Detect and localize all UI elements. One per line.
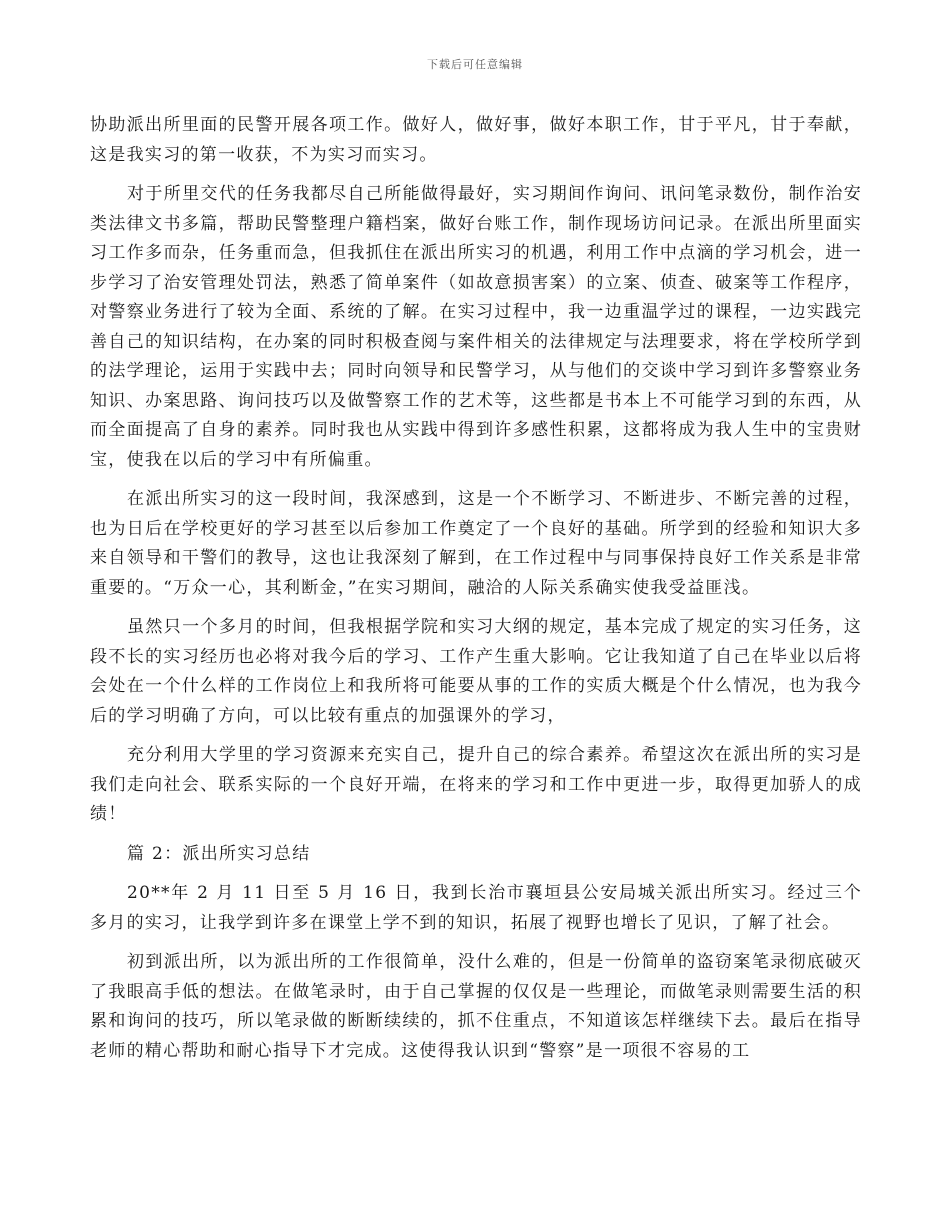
section-paragraph-1: 20**年 2 月 11 日至 5 月 16 日，我到长治市襄垣县公安局城关派出所实习。经过三个多月的实习，让我学到许多在课堂上学不到的知识，拓展了视野也增长了见识，了解了社会。 [90, 883, 862, 933]
paragraph-5: 充分利用大学里的学习资源来充实自己，提升自己的综合素养。希望这次在派出所的实习是我们走向社会、联系实际的一个良好开端，在将来的学习和工作中更进一步，取得更加骄人的成绩！ [90, 745, 862, 824]
document-body [90, 111, 862, 1066]
paragraph-1: 协助派出所里面的民警开展各项工作。做好人，做好事，做好本职工作，甘于平凡，甘于奉献，这是我实习的第一收获，不为实习而实习。 [90, 115, 862, 165]
section-paragraph-2: 初到派出所，以为派出所的工作很简单，没什么难的，但是一份简单的盗窃案笔录彻底破灭了我眼高手低的想法。在做笔录时，由于自己掌握的仅仅是一些理论，而做笔录则需要生活的积累和询问的技巧，所以笔录做的断断续续的，抓不住重点，不知道该怎样继续下去。最后在指导老师的精心帮助和耐心指导下才完成。这使得我认识到“警察”是一项很不容易的工 [90, 952, 862, 1061]
section-heading: 篇 2：派出所实习总结 [127, 843, 311, 864]
paragraph-4: 虽然只一个多月的时间，但我根据学院和实习大纲的规定，基本完成了规定的实习任务，这段不长的实习经历也必将对我今后的学习、工作产生重大影响。它让我知道了自己在毕业以后将会处在一个什么样的工作岗位上和我所将可能要从事的工作的实质大概是个什么情况，也为我今后的学习明确了方向，可以比较有重点的加强课外的学习， [90, 617, 862, 726]
paragraph-2: 对于所里交代的任务我都尽自己所能做得最好，实习期间作询问、讯问笔录数份，制作治安类法律文书多篇，帮助民警整理户籍档案，做好台账工作，制作现场访问记录。在派出所里面实习工作多而杂，任务重而急，但我抓住在派出所实习的机遇，利用工作中点滴的学习机会，进一步学习了治安管理处罚法，熟悉了简单案件（如故意损害案）的立案、侦查、破案等工作程序，对警察业务进行了较为全面、系统的了解。在实习过程中，我一边重温学过的课程，一边实践完善自己的知识结构，在办案的同时积极查阅与案件相关的法律规定与法理要求，将在学校所学到的法学理论，运用于实践中去；同时向领导和民警学习，从与他们的交谈中学习到许多警察业务知识、办案思路、询问技巧以及做警察工作的艺术等，这些都是书本上不可能学习到的东西，从而全面提高了自身的素养。同时我也从实践中得到许多感性积累，这都将成为我人生中的宝贵财宝，使我在以后的学习中有所偏重。 [90, 184, 862, 470]
page-header: 下载后可任意编辑 [427, 58, 523, 71]
paragraph-3: 在派出所实习的这一段时间，我深感到，这是一个不断学习、不断进步、不断完善的过程，也为日后在学校更好的学习甚至以后参加工作奠定了一个良好的基础。所学到的经验和知识大多来自领导和干警们的教导，这也让我深刻了解到，在工作过程中与同事保持良好工作关系是非常重要的。“万众一心，其利断金，”在实习期间，融洽的人际关系确实使我受益匪浅。 [90, 489, 862, 598]
